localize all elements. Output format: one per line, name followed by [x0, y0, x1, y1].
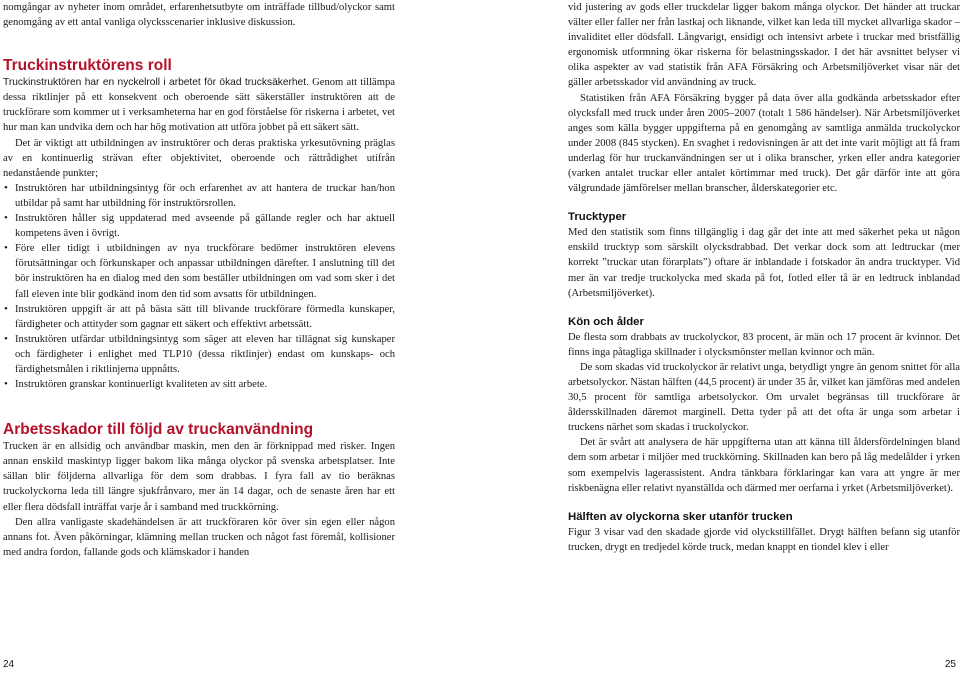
section-paragraph: vid justering av gods eller truckdelar ligger bakom många olyckor. Det händer att truckar välter eller faller ner från lastkaj och liknande, vilket kan leda till mycket allvarliga skador – invaliditet eller dödsfall. Långvarigt, ensidigt och intensivt arbete i truckar med bristfällig ergonomisk utformning ökar riskerna för belastningsskador. I det här avsnittet belyser vi olika aspekter av vad statistik från AFA Försäkring och Arbetsmiljöverket visar när det gäller arbetsskador vid användning av truck.	[568, 2, 960, 89]
section-paragraph: Det är svårt att analysera de här uppgifterna utan att känna till åldersfördelningen bland dem som arbetar i miljöer med truckkörning. Skillnaden kan bero på låg medelålder i yrken som exempelvis lagerassistent. Andra tänkbara förklaringar kan vara att yngre är mer riskbenägna eller relativt nyanställda och därmed mer oerfarna i yrket (Arbetsmiljöverket).	[568, 437, 960, 494]
section-paragraph: De som skadas vid truckolyckor är relativt unga, betydligt yngre än genom snittet för alla arbetsolyckor. Nästan hälften (44,5 procent) är under 35 år, vilket kan jämföras med andelen 30,5 procent för samtliga arbetsolyckor. Om urvalet begränsas till truckförare är åldersskillnaden däremot marginell. Detta tyder på att det ofta är unga som arbetar i truckens närhet som skadas i truckolyckor.	[568, 361, 960, 434]
list-item: • Instruktören håller sig uppdaterad med avseende på gällande regler och har aktuell kompetens även i övrigt.	[3, 211, 395, 241]
left-page	[3, 0, 395, 560]
subheading-outside-truck: Hälften av olyckorna sker utanför trucken	[568, 510, 793, 523]
subheading-gender-age: Kön och ålder	[568, 315, 644, 328]
page-number-left: 24	[3, 659, 15, 670]
section-paragraph: Den allra vanligaste skadehändelsen är att truckföraren kör över sin egen eller någon annans fot. Även påkörningar, klämning mellan trucken och något fast föremål, kollisioner med andra fordon, fallande gods och klämskador i handen	[3, 516, 395, 558]
section-paragraph: Det är viktigt att utbildningen av instruktörer och deras praktiska yrkesutövning präglas av en kontinuerlig strävan efter objektivitet, oberoende och rättrådighet utifrån nedanstående punkter;	[3, 137, 395, 179]
list-item: • Instruktören granskar kontinuerligt kvaliteten av sitt arbete.	[3, 377, 395, 392]
bullet-list	[3, 181, 395, 392]
list-item: • Instruktören uppgift är att på bästa sätt till blivande truckförare förmedla kunskaper, färdigheter och attityder som gagnar ett säkert och effektivt arbetssätt.	[3, 302, 395, 332]
section-paragraph: De flesta som drabbats av truckolyckor, 83 procent, är män och 17 procent är kvinnor. Det finns inga påtagliga skillnader i olycksmönster mellan kvinnor och män.	[568, 331, 960, 358]
list-item: • Före eller tidigt i utbildningen av nya truckförare bedömer instruktören elevens förutsättningar och förkunskaper och anpassar utbildningen därefter. I anslutning till det bör instruktören ha en dialog med den som beställer utbildningen om vad som sker i det fall eleven inte blir godkänd inom den tid som avsatts för utbildningen.	[3, 241, 395, 301]
section-paragraph: Med den statistik som finns tillgänglig i dag går det inte att med säkerhet peka ut någon enskild trucktyp som särskilt olycksdrabbad. Det verkar dock som att ledtruckar (mer korrekt ”truckar utan förarplats”) oftare är inblandade i fotskador än andra trucktyper. Vid mer än var tredje truckolycka med skada på fot, fotled eller tå är en ledtruck inblandad (Arbetsmiljöverket).	[568, 227, 960, 299]
section-paragraph: Figur 3 visar vad den skadade gjorde vid olyckstillfället. Drygt hälften befann sig utanför trucken, drygt en tredjedel körde truck, medan knappt en tiondel klev i eller	[568, 526, 960, 553]
section-paragraph: Statistiken från AFA Försäkring bygger på data över alla godkända arbetsskador efter olycksfall med truck under åren 2005–2007 (totalt 1 586 händelser). När Arbetsmiljöverket anges som källa bygger uppgifterna på en genomgång av samtliga anmälda truckolyckor under 2008 (845 stycken). En svaghet i redovisningen är att det inte varit möjligt att få fram underlag för hur truckanvändningen ser ut i olika branscher, yrken eller andra kategorier (varken antalet truckar eller antalet körtimmar med truck). Det går därför inte att göra välgrundade jämförelser mellan branscher, ålderskategorier etc.	[568, 92, 960, 195]
list-item: • Instruktören har utbildningsintyg för och erfarenhet av att hantera de truckar han/hon utbildar på samt har utbildning för instruktörsrollen.	[3, 181, 395, 211]
section-heading-instructor-role: Truckinstruktörens roll	[3, 57, 172, 75]
list-item: • Instruktören utfärdar utbildningsintyg som säger att eleven har tillägnat sig kunskaper och färdigheter i enlighet med TLP10 (dessa riktlinjer) endast om kunskaps- och färdighetsmålen i riktlinjerna uppnåtts.	[3, 332, 395, 377]
section-paragraph: Trucken är en allsidig och användbar maskin, men den är förknippad med risker. Ingen annan enskild maskintyp ligger bakom lika många olyckor på svenska arbetsplatser. Inte sällan blir följderna allvarliga för dem som drabbas. I fyra fall av tio beräknas truckolyckorna leda till längre sjukfrånvaro, mer än 14 dagar, och de senaste åren har ett eller flera dödsfall inträffat varje år i samband med truckkörning.	[3, 441, 395, 513]
right-page	[568, 0, 960, 555]
subheading-truck-types: Trucktyper	[568, 211, 627, 224]
intro-paragraph: nomgångar av nyheter inom området, erfarenhetsutbyte om inträffade tillbud/olyckor samt genomgång av ett antal vanliga olycksscenarier inklusive diskussion.	[3, 2, 395, 29]
page-number-right: 25	[944, 659, 956, 670]
section-paragraph	[3, 75, 395, 135]
section-heading-work-injuries: Arbetsskador till följd av truckanvändning	[3, 421, 314, 439]
lead-sentence: Truckinstruktören har en nyckelroll i arbetet för ökad trucksäkerhet.	[3, 77, 309, 89]
paragraph-text: Genom att tillämpa dessa riktlinjer på ett konsekvent och oberoende sätt säkerställer instruktören att de truckförare som kommer ut i verksamheterna har en god förståelse för riskerna i arbetet, vet hur man kan undvika dem och har hög motivation att utföra jobbet på ett säkert sätt.	[3, 77, 395, 134]
